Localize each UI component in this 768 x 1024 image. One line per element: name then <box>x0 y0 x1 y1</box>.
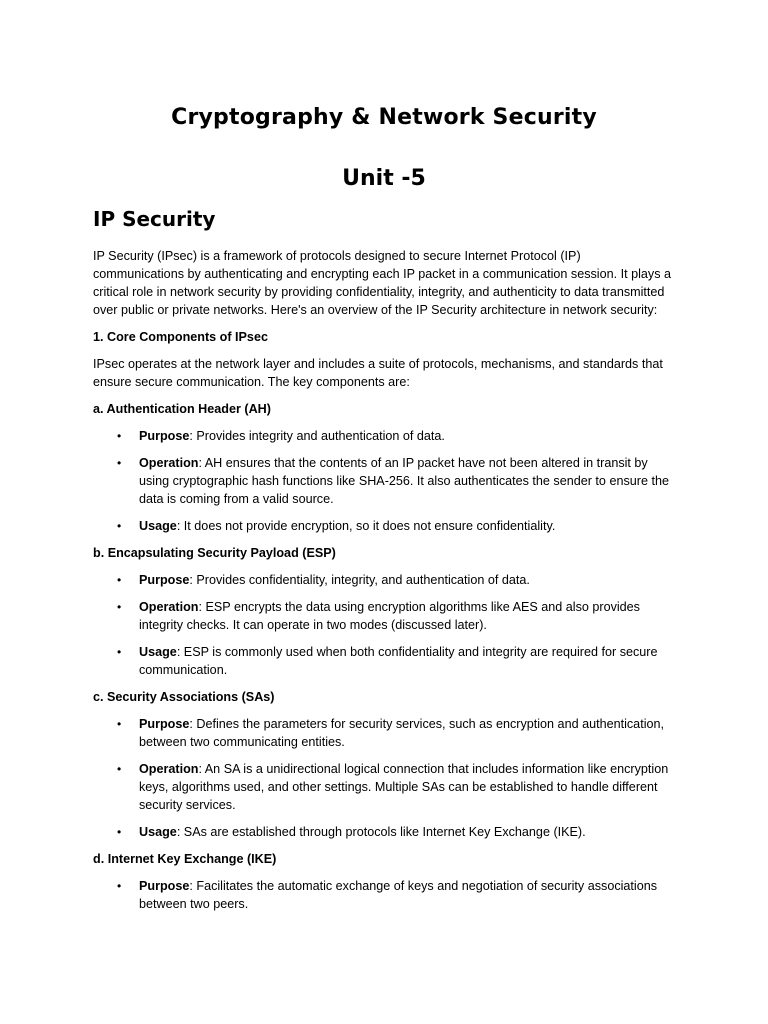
document-title: Cryptography & Network Security <box>171 105 597 130</box>
list-item <box>93 598 675 634</box>
bullet-icon: • <box>117 429 122 443</box>
component-heading-sa: c. Security Associations (SAs) <box>93 690 275 704</box>
section-title: IP Security <box>93 207 216 231</box>
list-item <box>93 823 675 841</box>
item-text: : AH ensures that the contents of an IP packet have not been altered in transit by using cryptographic hash functions like SHA-256. It also authenticates the sender to ensure the data is coming from a valid source. <box>139 456 669 506</box>
bullet-icon: • <box>117 645 122 659</box>
item-term: Usage <box>139 519 177 533</box>
item-term: Operation <box>139 762 199 776</box>
item-term: Operation <box>139 456 199 470</box>
item-text: : Provides integrity and authentication of data. <box>189 429 445 443</box>
item-term: Usage <box>139 645 177 659</box>
bullet-icon: • <box>117 519 122 533</box>
bullet-icon: • <box>117 879 122 893</box>
item-term: Purpose <box>139 573 190 587</box>
list-item <box>93 715 675 751</box>
item-text: : It does not provide encryption, so it does not ensure confidentiality. <box>176 519 556 533</box>
list-item <box>93 571 675 589</box>
core-components-heading: 1. Core Components of IPsec <box>93 330 268 344</box>
list-item <box>93 643 675 679</box>
component-list-ah <box>93 427 675 535</box>
item-text: : ESP encrypts the data using encryption algorithms like AES and also provides integrity checks. It can operate in two modes (discussed later). <box>139 600 640 632</box>
component-heading-ah: a. Authentication Header (AH) <box>93 402 271 416</box>
item-text: : Defines the parameters for security services, such as encryption and authentication, between two communicating entities. <box>139 717 664 749</box>
item-text: : SAs are established through protocols like Internet Key Exchange (IKE). <box>176 825 586 839</box>
component-list-sa <box>93 715 675 841</box>
component-list-ike <box>93 877 675 913</box>
item-text: : Provides confidentiality, integrity, and authentication of data. <box>189 573 530 587</box>
item-term: Usage <box>139 825 177 839</box>
bullet-icon: • <box>117 456 122 470</box>
item-term: Operation <box>139 600 199 614</box>
component-heading-ike: d. Internet Key Exchange (IKE) <box>93 852 277 866</box>
list-item <box>93 427 675 445</box>
list-item <box>93 760 675 814</box>
core-components-intro: IPsec operates at the network layer and includes a suite of protocols, mechanisms, and standards that ensure secure communication. The key components are: <box>93 357 663 389</box>
bullet-icon: • <box>117 600 122 614</box>
bullet-icon: • <box>117 573 122 587</box>
item-term: Purpose <box>139 429 190 443</box>
item-text: : Facilitates the automatic exchange of keys and negotiation of security associations between two peers. <box>139 879 658 911</box>
item-term: Purpose <box>139 879 190 893</box>
item-text: : An SA is a unidirectional logical connection that includes information like encryption keys, algorithms used, and other settings. Multiple SAs can be established to handle different security services. <box>139 762 669 812</box>
item-term: Purpose <box>139 717 190 731</box>
intro-paragraph: IP Security (IPsec) is a framework of protocols designed to secure Internet Protocol (IP) communications by authenticating and encrypting each IP packet in a communication session. It plays a critical role in network security by providing confidentiality, integrity, and authenticity to data transmitted over public or private networks. Here's an overview of the IP Security architecture in network security: <box>93 249 672 317</box>
bullet-icon: • <box>117 762 122 776</box>
list-item <box>93 454 675 508</box>
bullet-icon: • <box>117 717 122 731</box>
bullet-icon: • <box>117 825 122 839</box>
list-item <box>93 517 675 535</box>
unit-title: Unit -5 <box>342 166 426 191</box>
component-heading-esp: b. Encapsulating Security Payload (ESP) <box>93 546 336 560</box>
component-list-esp <box>93 571 675 679</box>
list-item <box>93 877 675 913</box>
item-text: : ESP is commonly used when both confidentiality and integrity are required for secure communication. <box>139 645 658 677</box>
